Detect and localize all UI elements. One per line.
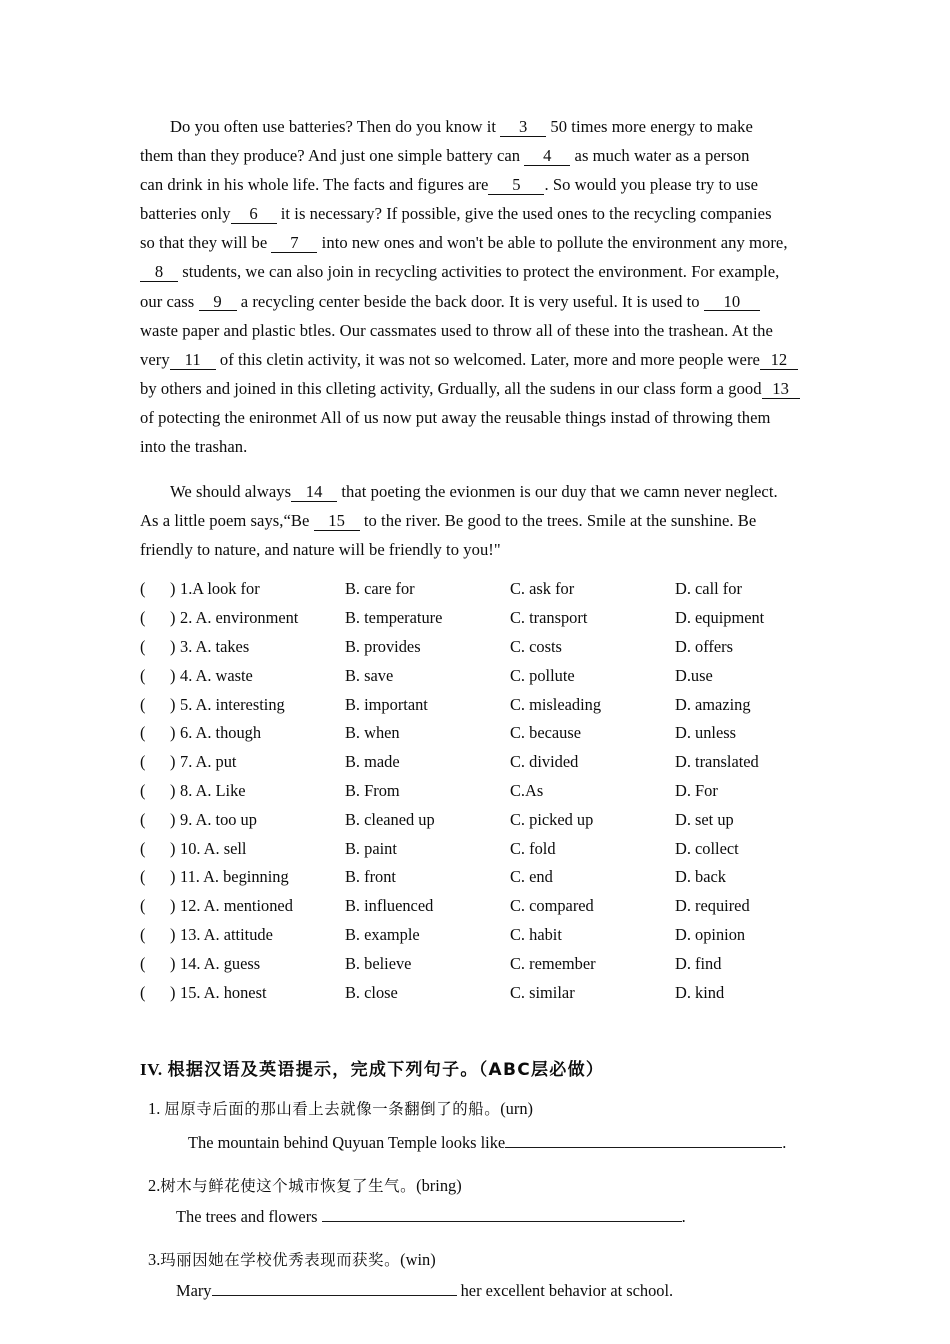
passage-line: [140, 477, 812, 506]
cloze-blank-10[interactable]: 10: [704, 294, 760, 312]
mcq-row: [140, 608, 812, 637]
mcq-option-c-9[interactable]: C. picked up: [510, 809, 594, 829]
mcq-row: [140, 810, 812, 839]
mcq-option-d-4[interactable]: D.use: [675, 665, 713, 685]
answer-blank-2[interactable]: [322, 1206, 682, 1222]
cloze-passage: [140, 112, 812, 564]
question-number: 3.: [148, 1250, 161, 1270]
mcq-option-a-15[interactable]: 15. A. honest: [180, 982, 267, 1002]
passage-paragraph-1: [140, 112, 812, 477]
passage-text: into new ones and won't be able to pollute the environment any more,: [317, 233, 788, 253]
mcq-option-b-12[interactable]: B. influenced: [345, 896, 434, 916]
passage-line: [140, 374, 812, 403]
passage-text: friendly to nature, and nature will be friendly to you!": [140, 540, 501, 560]
mcq-option-a-1[interactable]: 1.A look for: [180, 579, 260, 599]
passage-text: so that they will be: [140, 233, 272, 253]
mcq-option-b-1[interactable]: B. care for: [345, 579, 415, 599]
mcq-option-a-6[interactable]: 6. A. though: [180, 723, 262, 743]
cloze-blank-8[interactable]: 8: [140, 264, 178, 282]
passage-line: [140, 228, 812, 257]
mcq-answer-box-11[interactable]: ( ): [140, 867, 176, 887]
passage-text: our cass: [140, 291, 199, 311]
mcq-option-d-1[interactable]: D. call for: [675, 579, 742, 599]
answer-stem: The trees and flowers: [176, 1207, 322, 1227]
passage-text: as much water as a person: [570, 146, 750, 166]
passage-line: [140, 170, 812, 199]
mcq-option-b-15[interactable]: B. close: [345, 982, 398, 1002]
mcq-row: [140, 723, 812, 752]
cloze-blank-3[interactable]: 3: [500, 119, 546, 137]
passage-text: a recycling center beside the back door. It is very useful. It is used to: [236, 291, 704, 311]
mcq-option-a-14[interactable]: 14. A. guess: [180, 953, 261, 973]
mcq-option-d-7[interactable]: D. translated: [675, 752, 759, 772]
cloze-blank-4[interactable]: 4: [524, 148, 570, 166]
mcq-option-b-10[interactable]: B. paint: [345, 838, 397, 858]
mcq-option-c-12[interactable]: C. compared: [510, 896, 594, 916]
question-text-cn: 玛丽因她在学校优秀表现而获奖。: [160, 1251, 401, 1270]
mcq-option-b-9[interactable]: B. cleaned up: [345, 809, 435, 829]
mcq-row: [140, 925, 812, 954]
mcq-row: [140, 695, 812, 724]
mcq-option-c-8[interactable]: C.As: [510, 780, 544, 800]
mcq-answer-box-2[interactable]: ( ): [140, 608, 176, 628]
translation-prompt-2: [140, 1171, 812, 1201]
mcq-option-a-7[interactable]: 7. A. put: [180, 752, 237, 772]
section-iv-title-cn: 根据汉语及英语提示，完成下列句子。（ABC层必做）: [167, 1060, 605, 1081]
passage-text: 50 times more energy to make: [546, 117, 753, 136]
mcq-answer-box-13[interactable]: ( ): [140, 924, 176, 944]
mcq-row: [140, 839, 812, 868]
mcq-option-a-2[interactable]: 2. A. environment: [180, 608, 299, 628]
mcq-option-b-13[interactable]: B. example: [345, 924, 420, 944]
passage-line: [140, 112, 812, 141]
mcq-option-a-9[interactable]: 9. A. too up: [180, 809, 257, 829]
mcq-answer-box-1[interactable]: ( ): [140, 579, 176, 599]
section-iv-heading: [140, 1055, 812, 1080]
cloze-blank-12[interactable]: 12: [760, 352, 798, 370]
mcq-option-a-13[interactable]: 13. A. attitude: [180, 924, 273, 944]
passage-text: waste paper and plastic btles. Our cassmates used to throw all of these into the trashean. At the: [140, 320, 773, 340]
mcq-option-d-2[interactable]: D. equipment: [675, 608, 765, 628]
mcq-answer-box-4[interactable]: ( ): [140, 665, 176, 685]
passage-text: students, we can also join in recycling activities to protect the environment. For example,: [178, 262, 780, 282]
cloze-blank-15[interactable]: 15: [314, 513, 360, 531]
mcq-option-c-10[interactable]: C. fold: [510, 838, 556, 858]
passage-text: . So would you please try to use: [544, 175, 759, 195]
mcq-row: [140, 637, 812, 666]
passage-text: to the river. Be good to the trees. Smile at the sunshine. Be: [359, 511, 757, 531]
answer-line-2: [140, 1202, 812, 1231]
cloze-blank-7[interactable]: 7: [271, 235, 317, 253]
mcq-row: [140, 666, 812, 695]
answer-line-1: [140, 1128, 812, 1157]
mcq-option-a-3[interactable]: 3. A. takes: [180, 637, 250, 656]
mcq-option-c-3[interactable]: C. costs: [510, 637, 562, 656]
mcq-option-b-7[interactable]: B. made: [345, 752, 400, 772]
passage-line: [140, 403, 812, 432]
answer-line-3: [140, 1276, 812, 1305]
passage-text: that poeting the evionmen is our duy that we camn never neglect.: [337, 482, 778, 502]
mcq-option-c-7[interactable]: C. divided: [510, 752, 579, 772]
mcq-answer-box-9[interactable]: ( ): [140, 809, 176, 829]
mcq-option-b-6[interactable]: B. when: [345, 723, 400, 743]
passage-text: batteries only: [140, 204, 231, 224]
mcq-answer-box-3[interactable]: ( ): [140, 637, 176, 656]
mcq-answer-box-14[interactable]: ( ): [140, 953, 176, 973]
mcq-row: [140, 752, 812, 781]
mcq-option-d-15[interactable]: D. kind: [675, 982, 725, 1002]
answer-stem: The mountain behind Quyuan Temple looks like: [188, 1133, 506, 1153]
mcq-option-c-1[interactable]: C. ask for: [510, 579, 575, 599]
passage-text: it is necessary? If possible, give the used ones to the recycling companies: [276, 204, 772, 224]
page-content: [140, 112, 812, 1305]
passage-text: can drink in his whole life. The facts and figures are: [140, 175, 489, 195]
passage-text: by others and joined in this clleting activity, Grdually, all the sudens in our class form a good: [140, 378, 762, 398]
question-word-hint: (bring): [416, 1176, 462, 1196]
question-text-cn: 树木与鲜花使这个城市恢复了生气。: [160, 1177, 417, 1196]
passage-line: [140, 199, 812, 228]
passage-text: of potecting the enironmet All of us now put away the reusable things instad of throwing them: [140, 407, 771, 427]
mcq-option-a-11[interactable]: 11. A. beginning: [180, 867, 289, 887]
mcq-row: [140, 896, 812, 925]
mcq-option-c-4[interactable]: C. pollute: [510, 665, 575, 685]
passage-paragraph-2: [140, 477, 812, 564]
cloze-blank-13[interactable]: 13: [762, 381, 800, 399]
mcq-option-d-9[interactable]: D. set up: [675, 809, 734, 829]
passage-text: into the trashan.: [140, 437, 248, 457]
mcq-option-a-8[interactable]: 8. A. Like: [180, 780, 246, 800]
mcq-option-c-11[interactable]: C. end: [510, 867, 553, 887]
mcq-option-b-4[interactable]: B. save: [345, 665, 394, 685]
cloze-blank-6[interactable]: 6: [231, 206, 277, 224]
passage-text: As a little poem says,“Be: [140, 511, 314, 531]
passage-text: Do you often use batteries? Then do you know it: [170, 117, 501, 136]
cloze-blank-5[interactable]: 5: [488, 177, 544, 195]
passage-text: them than they produce? And just one simple battery can: [140, 146, 525, 166]
mcq-option-d-11[interactable]: D. back: [675, 867, 726, 887]
answer-tail: her excellent behavior at school.: [456, 1281, 674, 1301]
mcq-answer-box-8[interactable]: ( ): [140, 780, 176, 800]
translation-prompt-3: [140, 1245, 812, 1275]
answer-stem: Mary: [176, 1281, 212, 1301]
mcq-row: [140, 954, 812, 983]
mcq-option-d-6[interactable]: D. unless: [675, 723, 737, 743]
mcq-option-c-6[interactable]: C. because: [510, 723, 581, 743]
mcq-option-d-13[interactable]: D. opinion: [675, 924, 746, 944]
question-word-hint: (win): [400, 1250, 436, 1270]
passage-text: We should always: [170, 482, 292, 502]
passage-text: very: [140, 349, 170, 369]
passage-line: [140, 506, 812, 535]
passage-line: [140, 287, 812, 316]
answer-blank-1[interactable]: [505, 1132, 782, 1148]
mcq-option-d-12[interactable]: D. required: [675, 896, 750, 916]
mcq-row: [140, 781, 812, 810]
passage-line: [140, 141, 812, 170]
mcq-answer-box-12[interactable]: ( ): [140, 896, 176, 916]
mcq-option-d-3[interactable]: D. offers: [675, 637, 733, 656]
mcq-option-d-8[interactable]: D. For: [675, 780, 718, 800]
passage-text: of this cletin activity, it was not so welcomed. Later, more and more people were: [215, 349, 760, 369]
passage-line: [140, 345, 812, 374]
mcq-option-b-11[interactable]: B. front: [345, 867, 396, 887]
cloze-blank-11[interactable]: 11: [170, 352, 216, 370]
mcq-answer-box-10[interactable]: ( ): [140, 838, 176, 858]
mcq-option-b-14[interactable]: B. believe: [345, 953, 412, 973]
answer-blank-3[interactable]: [212, 1280, 457, 1296]
answer-tail: .: [782, 1133, 787, 1153]
section-iv-number: IV.: [140, 1060, 168, 1080]
cloze-blank-9[interactable]: 9: [199, 294, 237, 312]
passage-line: [140, 432, 812, 461]
mcq-option-c-14[interactable]: C. remember: [510, 953, 596, 973]
mcq-option-a-12[interactable]: 12. A. mentioned: [180, 896, 293, 916]
mcq-option-a-5[interactable]: 5. A. interesting: [180, 694, 285, 714]
question-text-cn: 屈原寺后面的那山看上去就像一条翻倒了的船。: [164, 1100, 501, 1119]
mcq-answer-box-7[interactable]: ( ): [140, 752, 176, 772]
mcq-option-c-13[interactable]: C. habit: [510, 924, 562, 944]
mcq-row: [140, 579, 812, 608]
mcq-row: [140, 983, 812, 1012]
translation-questions: [140, 1094, 812, 1305]
paragraph-spacer: [140, 461, 812, 477]
mcq-row: [140, 867, 812, 896]
mcq-option-a-10[interactable]: 10. A. sell: [180, 838, 247, 858]
answer-tail: .: [681, 1207, 686, 1227]
mcq-option-b-8[interactable]: B. From: [345, 780, 400, 800]
mcq-option-d-10[interactable]: D. collect: [675, 838, 739, 858]
mcq-option-b-3[interactable]: B. provides: [345, 637, 421, 656]
mcq-option-c-2[interactable]: C. transport: [510, 608, 588, 628]
mcq-answer-box-6[interactable]: ( ): [140, 723, 176, 743]
mcq-option-d-5[interactable]: D. amazing: [675, 694, 751, 714]
passage-line: [140, 316, 812, 345]
cloze-blank-14[interactable]: 14: [291, 484, 337, 502]
mcq-answer-box-15[interactable]: ( ): [140, 982, 176, 1002]
mcq-option-c-5[interactable]: C. misleading: [510, 694, 602, 714]
translation-prompt-1: [140, 1094, 812, 1124]
question-word-hint: (urn): [500, 1099, 533, 1119]
mcq-option-d-14[interactable]: D. find: [675, 953, 722, 973]
question-number: 2.: [148, 1176, 161, 1196]
passage-line: [140, 257, 812, 286]
mcq-option-a-4[interactable]: 4. A. waste: [180, 665, 253, 685]
mcq-option-c-15[interactable]: C. similar: [510, 982, 575, 1002]
question-number: 1.: [148, 1099, 165, 1119]
mcq-option-b-5[interactable]: B. important: [345, 694, 428, 714]
mcq-option-b-2[interactable]: B. temperature: [345, 608, 443, 628]
passage-line: [140, 535, 812, 564]
mcq-answer-box-5[interactable]: ( ): [140, 694, 176, 714]
multiple-choice-list: [140, 579, 812, 1011]
